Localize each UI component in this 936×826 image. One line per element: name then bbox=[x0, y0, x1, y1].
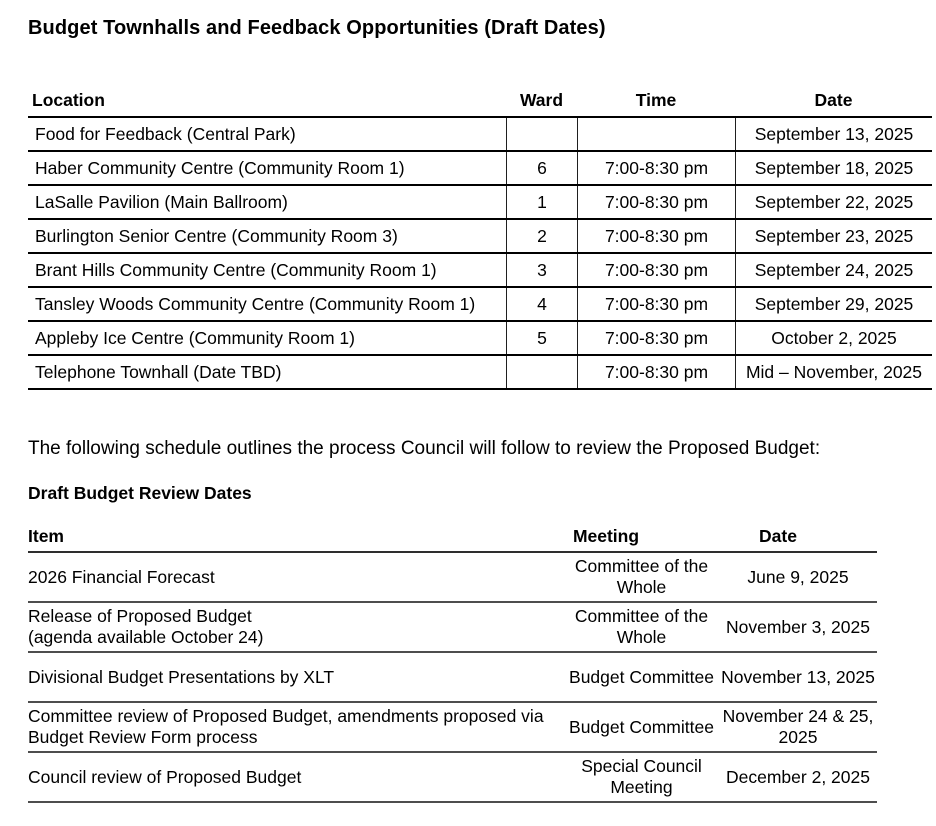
table-row bbox=[28, 322, 932, 356]
table-row bbox=[28, 288, 932, 322]
cell-date: November 24 & 25, 2025 bbox=[722, 706, 874, 747]
section-title: Draft Budget Review Dates bbox=[28, 483, 252, 503]
cell-date: November 13, 2025 bbox=[721, 666, 875, 687]
cell-date: September 29, 2025 bbox=[735, 288, 932, 320]
cell-ward: 4 bbox=[506, 288, 577, 320]
table-row bbox=[28, 356, 932, 390]
column-header-meeting: Meeting bbox=[572, 526, 640, 546]
townhalls-table bbox=[28, 84, 932, 390]
cell-date: December 2, 2025 bbox=[726, 766, 870, 787]
cell-meeting: Committee of the Whole bbox=[574, 606, 709, 647]
document-page bbox=[28, 16, 936, 803]
cell-time: 7:00-8:30 pm bbox=[577, 186, 735, 218]
cell-item bbox=[28, 764, 564, 791]
cell-time: 7:00-8:30 pm bbox=[577, 356, 735, 388]
table-row bbox=[28, 753, 877, 803]
cell-item-line1: Committee review of Proposed Budget, amendments proposed via Budget Review Form process bbox=[28, 706, 544, 747]
table-row bbox=[28, 254, 932, 288]
cell-date: October 2, 2025 bbox=[735, 322, 932, 354]
cell-item-line1: Divisional Budget Presentations by XLT bbox=[28, 666, 335, 687]
cell-ward bbox=[506, 118, 577, 150]
cell-location: Appleby Ice Centre (Community Room 1) bbox=[35, 328, 355, 348]
cell-date: Mid – November, 2025 bbox=[735, 356, 932, 388]
cell-date: September 18, 2025 bbox=[735, 152, 932, 184]
column-header-ward: Ward bbox=[519, 90, 564, 110]
cell-ward bbox=[506, 356, 577, 388]
column-header-date: Date bbox=[814, 90, 853, 110]
page-title: Budget Townhalls and Feedback Opportunities (Draft Dates) bbox=[28, 17, 606, 39]
cell-item-line1: Release of Proposed Budget bbox=[28, 606, 252, 626]
cell-time: 7:00-8:30 pm bbox=[577, 322, 735, 354]
column-header-date: Date bbox=[759, 526, 797, 546]
cell-location: Haber Community Centre (Community Room 1) bbox=[35, 158, 405, 178]
cell-item bbox=[28, 664, 564, 691]
cell-location: Telephone Townhall (Date TBD) bbox=[35, 362, 282, 382]
cell-ward: 5 bbox=[506, 322, 577, 354]
cell-date: September 23, 2025 bbox=[735, 220, 932, 252]
cell-date: June 9, 2025 bbox=[747, 566, 849, 587]
cell-ward: 1 bbox=[506, 186, 577, 218]
table-row bbox=[28, 553, 877, 603]
cell-meeting: Budget Committee bbox=[569, 716, 714, 737]
cell-item-line1: 2026 Financial Forecast bbox=[28, 566, 215, 587]
table-row bbox=[28, 603, 877, 653]
cell-location: Tansley Woods Community Centre (Community Room 1) bbox=[35, 294, 476, 314]
cell-ward: 2 bbox=[506, 220, 577, 252]
cell-location: LaSalle Pavilion (Main Ballroom) bbox=[35, 192, 288, 212]
table-row bbox=[28, 152, 932, 186]
cell-ward: 6 bbox=[506, 152, 577, 184]
cell-meeting: Special Council Meeting bbox=[581, 756, 702, 797]
cell-item bbox=[28, 603, 564, 651]
table-row bbox=[28, 703, 877, 753]
cell-meeting: Budget Committee bbox=[569, 666, 714, 687]
table-row bbox=[28, 186, 932, 220]
cell-time bbox=[577, 118, 735, 150]
cell-date: November 3, 2025 bbox=[726, 616, 870, 637]
table-row bbox=[28, 220, 932, 254]
cell-time: 7:00-8:30 pm bbox=[577, 152, 735, 184]
cell-meeting: Committee of the Whole bbox=[574, 556, 709, 597]
review-table-header bbox=[28, 526, 877, 553]
cell-item-line2: (agenda available October 24) bbox=[28, 627, 264, 647]
cell-date: September 22, 2025 bbox=[735, 186, 932, 218]
cell-time: 7:00-8:30 pm bbox=[577, 288, 735, 320]
cell-location: Burlington Senior Centre (Community Room 3) bbox=[35, 226, 398, 246]
cell-date: September 13, 2025 bbox=[735, 118, 932, 150]
column-header-item: Item bbox=[28, 526, 64, 546]
cell-location: Food for Feedback (Central Park) bbox=[35, 124, 296, 144]
column-header-location: Location bbox=[32, 90, 105, 110]
intro-paragraph: The following schedule outlines the process Council will follow to review the Proposed Budget: bbox=[28, 438, 821, 459]
cell-location: Brant Hills Community Centre (Community Room 1) bbox=[35, 260, 437, 280]
cell-date: September 24, 2025 bbox=[735, 254, 932, 286]
cell-time: 7:00-8:30 pm bbox=[577, 220, 735, 252]
table-row bbox=[28, 118, 932, 152]
cell-time: 7:00-8:30 pm bbox=[577, 254, 735, 286]
cell-item bbox=[28, 564, 564, 591]
cell-item-line1: Council review of Proposed Budget bbox=[28, 766, 302, 787]
cell-ward: 3 bbox=[506, 254, 577, 286]
column-header-time: Time bbox=[635, 90, 677, 110]
review-dates-table bbox=[28, 526, 877, 803]
townhalls-table-header bbox=[28, 84, 932, 118]
cell-item bbox=[28, 703, 564, 751]
table-row bbox=[28, 653, 877, 703]
